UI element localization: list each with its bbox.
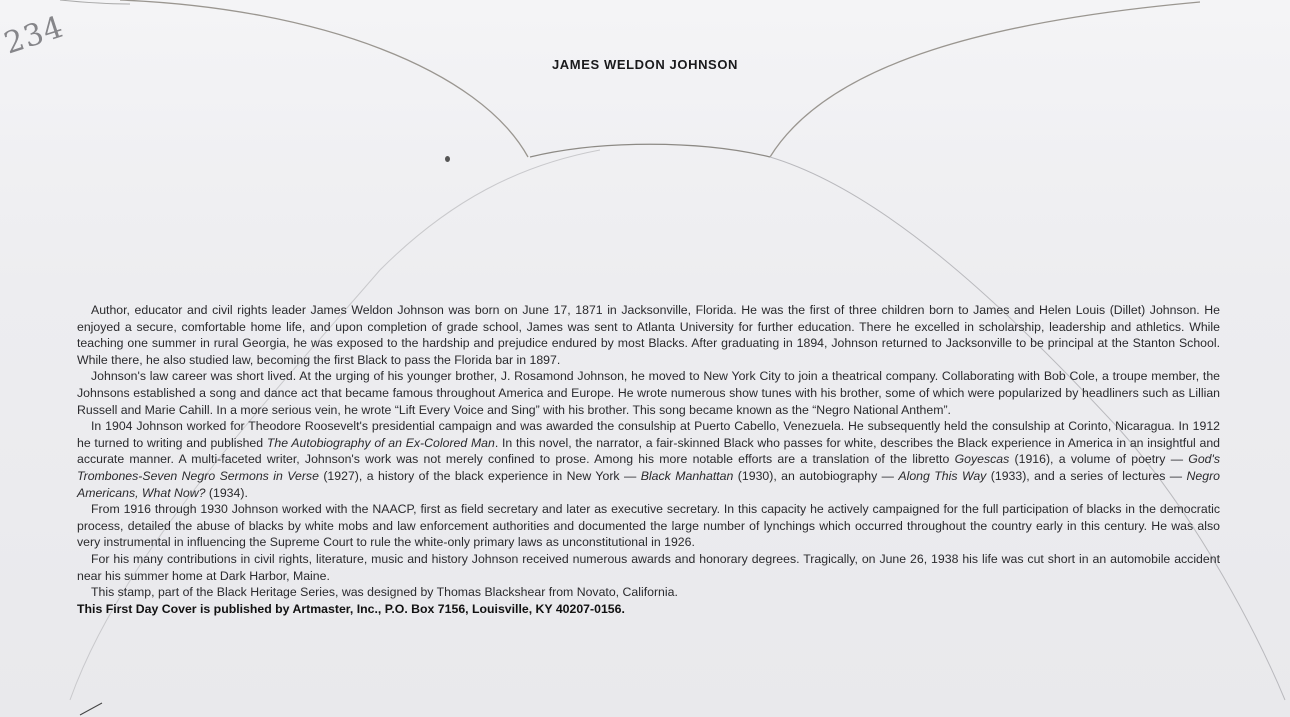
pencil-note: 234 — [0, 9, 69, 62]
italic-title: The Autobiography of an Ex-Colored Man — [266, 435, 495, 450]
biography-text — [77, 302, 1220, 617]
paragraph: From 1916 through 1930 Johnson worked with the NAACP, first as field secretary and later as executive secretary. In this capacity he actively campaigned for the full participation of blacks in the democratic process, detailed the abuse of blacks by white mobs and law enforcement authorities and documented the large number of lynchings which occurred throughout the country early in this century. He was also very instrumental in influencing the Supreme Court to rule the white-only primary laws as unconstitutional in 1926. — [77, 502, 1220, 550]
paragraph: Author, educator and civil rights leader James Weldon Johnson was born on June 17, 1871 in Jacksonville, Florida. He was the first of three children born to James and Helen Louis (Dillet) Johnson. He enjoyed a secure, comfortable home life, and upon completion of grade school, James was sent to Atlanta University for further education. There he excelled in scholarship, leadership and athletics. While teaching one summer in rural Georgia, he was exposed to the hardship and prejudice endured by most Blacks. After graduating in 1894, Johnson returned to Jacksonville to be principal at the Stanton School. While there, he also studied law, becoming the first Black to pass the Florida bar in 1897. — [77, 303, 1220, 367]
paragraph: For his many contributions in civil rights, literature, music and history Johnson received numerous awards and honorary degrees. Tragically, on June 26, 1938 his life was cut short in an automobile accident near his summer home at Dark Harbor, Maine. — [77, 551, 1220, 583]
paragraph: This stamp, part of the Black Heritage Series, was designed by Thomas Blackshear from Novato, California. — [91, 585, 678, 600]
italic-title: Goyescas — [954, 452, 1010, 467]
italic-title: Along This Way — [898, 468, 987, 483]
italic-title: Black Manhattan — [640, 468, 734, 483]
paper-speck — [445, 156, 450, 162]
pencil-tick — [80, 703, 102, 715]
page-title: JAMES WELDON JOHNSON — [551, 57, 739, 72]
left-flap-edge — [120, 0, 528, 157]
paragraph: In 1904 Johnson worked for Theodore Roosevelt's presidential campaign and was awarded the consulship at Puerto Cabello, Venezuela. He subsequently held the consulship at Corinto, Nicaragua. In 1912 he turned to writing and published The Autobiography of an Ex-Colored Man. In this novel, the narrator, a fair-skinned Black who passes for white, describes the Black experience in America in an insightful and accurate manner. A multi-faceted writer, Johnson's work was not merely confined to prose. Among his more notable efforts are a translation of the libretto Goyescas (1916), a volume of poetry — God's Trombones-Seven Negro Sermons in Verse (1927), a history of the black experience in New York — Black Manhattan (1930), an autobiography — Along This Way (1933), and a series of lectures — Negro Americans, What Now? (1934). — [77, 419, 1221, 500]
italic-title: God's Trombones-Seven Negro Sermons in Verse — [77, 452, 1220, 483]
italic-title: Negro Americans, What Now? — [77, 468, 1221, 500]
right-flap-edge — [770, 2, 1200, 157]
paragraph: Johnson's law career was short lived. At the urging of his younger brother, J. Rosamond Johnson, he moved to New York City to join a theatrical company. Collaborating with Bob Cole, a troupe member, the Johnsons established a song and dance act that became famous throughout America and Europe. He wrote numerous show tunes with his brother, some of which were popularized by headliners such as Lillian Russell and Marie Cahill. In a more serious vein, he wrote “Lift Every Voice and Sing” with his brother. This song became known as the “Negro National Anthem”. — [77, 369, 1220, 417]
center-flap-curve — [530, 144, 770, 157]
top-left-edge — [60, 0, 130, 4]
publisher-line: This First Day Cover is published by Artmaster, Inc., P.O. Box 7156, Louisville, KY 40207-0156. — [77, 601, 625, 616]
